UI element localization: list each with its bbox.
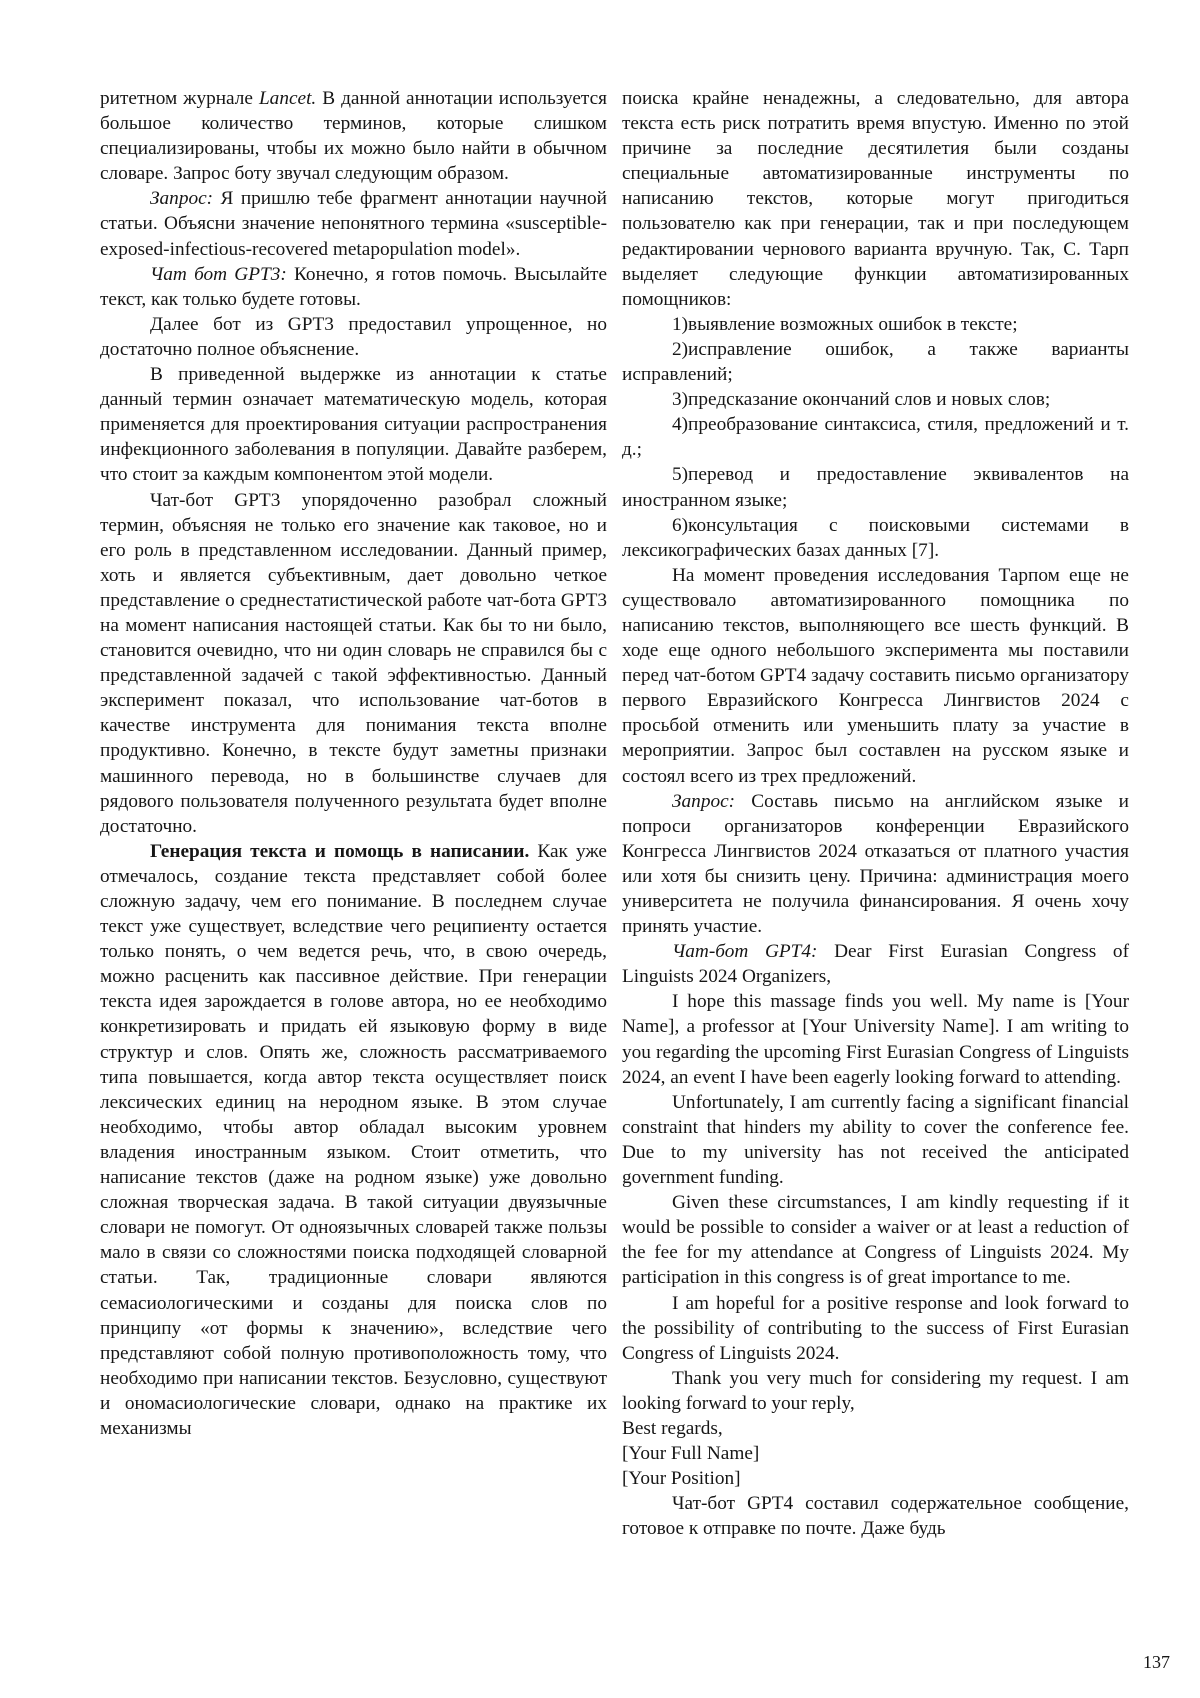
paragraph: Чат-бот GPT3 упорядоченно разобрал сложный термин, объясняя не только его значение как таковое, но и его роль в представленном исследовании. Данный пример, хоть и является субъективным, дает довольно четкое представление о среднестатистической работе чат-бота GPT3 на момент написания настоящей статьи. Как бы то ни было, становится очевидно, что ни один словарь не справился бы с представленной задачей с такой эффективностью. Данный эксперимент показал, что использование чат-ботов в качестве инструмента для понимания текста вполне продуктивно. Конечно, в тексте будут заметны признаки машинного перевода, но в большинстве случаев для рядового пользователя полученного результата будет вполне достаточно. bbox=[100, 489, 607, 837]
paragraph: поиска крайне ненадежны, а следовательно, для автора текста есть риск потратить время впустую. Именно по этой причине за последние десятилетия были созданы специальные автоматизированные инструменты по написанию текстов, которые могут пригодиться пользователю как при генерации, так и при последующем редактировании чернового варианта вручную. Так, С. Тарп выделяет следующие функции автоматизированных помощников: bbox=[622, 88, 1129, 310]
letter-paragraph: Unfortunately, I am currently facing a significant financial constraint that hinders my ability to cover the conference fee. Due to my university has not received the anticipated government funding. bbox=[622, 1091, 1129, 1189]
paragraph: На момент проведения исследования Тарпом еще не существовало автоматизированного помощника по написанию текстов, выполняющего все шесть функций. В ходе еще одного небольшого эксперимента мы поставили перед чат-ботом GPT4 задачу составить письмо организатору первого Евразийского Конгресса Лингвистов 2024 с просьбой отменить или уменьшить плату за участие в мероприятии. Запрос был составлен на русском языке и состоял всего из трех предложений. bbox=[622, 564, 1129, 787]
list-item: 5)перевод и предоставление эквивалентов на иностранном языке; bbox=[622, 464, 1129, 511]
list-item: 3)предсказание окончаний слов и новых слов; bbox=[672, 389, 1051, 411]
right-column bbox=[622, 86, 1129, 1541]
letter-paragraph: I hope this massage finds you well. My name is [Your Name], a professor at [Your University Name]. I am writing to you regarding the upcoming First Eurasian Congress of Linguists 2024, an event I have been eagerly looking forward to attending. bbox=[622, 991, 1129, 1088]
text-run: Конечно, я готов помочь. Высылайте текст, как только будете готовы. bbox=[100, 263, 607, 310]
request-label: Запрос: bbox=[150, 188, 214, 210]
bot-label: Чат-бот GPT4: bbox=[672, 941, 818, 963]
letter-paragraph: Given these circumstances, I am kindly requesting if it would be possible to consider a waiver or at least a reduction of the fee for my attendance at Congress of Linguists 2024. My participation in this congress is of great importance to me. bbox=[622, 1192, 1129, 1289]
paragraph-bot-reply bbox=[622, 939, 1129, 989]
text-run: ритетном журнале bbox=[100, 88, 259, 109]
letter-paragraph: I am hopeful for a positive response and look forward to the possibility of contributing to the success of First Eurasian Congress of Linguists 2024. bbox=[622, 1292, 1129, 1364]
paragraph-request bbox=[622, 789, 1129, 940]
text-run: Я пришлю тебе фрагмент аннотации научной статьи. Объясни значение непонятного термина «susceptible-exposed-infectious-recovered metapopulation model». bbox=[100, 188, 607, 260]
list-item: 1)выявление возможных ошибок в тексте; bbox=[672, 313, 1018, 335]
list-item: 4)преобразование синтаксиса, стиля, предложений и т. д.; bbox=[622, 414, 1129, 461]
text-run: Как уже отмечалось, создание текста представляет собой более сложную задачу, чем его понимание. В последнем случае текст уже существует, вследствие чего реципиенту остается только понять, о чем ведется речь, что, в свою очередь, можно расценить как пассивное действие. При генерации текста идея зарождается в голове автора, но ее необходимо конкретизировать и придать ей языковую форму в виде структур и слов. Опять же, сложность рассматриваемого типа повышается, когда автор текста осуществляет поиск лексических единиц на неродном языке. В этом случае необходимо, чтобы автор обладал высоким уровнем владения иностранным языком. Стоит отметить, что написание текстов (даже на родном языке) уже довольно сложная творческая задача. В такой ситуации двуязычные словари не помогут. От одноязычных словарей также пользы мало в связи со сложностями поиска подходящей словарной статьи. Так, традиционные словари являются семасиологическими и созданы для поиска слов по принципу «от формы к значению», вследствие чего представляют собой полную противоположность тому, что необходимо при написании текстов. Безусловно, существуют и ономасиологические словари, однако на практике их механизмы bbox=[100, 840, 607, 1439]
paragraph: Чат-бот GPT4 составил содержательное сообщение, готовое к отправке по почте. Даже будь bbox=[622, 1493, 1129, 1540]
journal-name: Lancet. bbox=[258, 88, 317, 109]
text-run: В данной аннотации используется большое количество терминов, которые слишком специализированы, чтобы их можно было найти в обычном словаре. Запрос боту звучал следующим образом. bbox=[100, 88, 607, 185]
paragraph-request bbox=[100, 186, 607, 261]
signature-line: Best regards, bbox=[622, 1417, 723, 1439]
paragraph bbox=[100, 86, 607, 186]
letter-paragraph: Thank you very much for considering my request. I am looking forward to your reply, bbox=[622, 1367, 1129, 1414]
text-run: Dear First Eurasian Congress of Linguists 2024 Organizers, bbox=[622, 941, 1129, 988]
list-item: 2)исправление ошибок, а также варианты исправлений; bbox=[622, 338, 1129, 386]
signature-line: [Your Full Name] bbox=[622, 1443, 760, 1465]
bot-label: Чат бот GPT3: bbox=[150, 263, 287, 285]
section-heading: Генерация текста и помощь в написании. bbox=[150, 840, 530, 862]
page-number: 137 bbox=[1143, 1652, 1170, 1672]
left-column bbox=[100, 86, 607, 1441]
request-label: Запрос: bbox=[672, 790, 736, 812]
paragraph: В приведенной выдержке из аннотации к статье данный термин означает математическую модель, которая применяется для проектирования ситуации распространения инфекционного заболевания в популяции. Давайте разберем, что стоит за каждым компонентом этой модели. bbox=[100, 364, 607, 486]
signature-line: [Your Position] bbox=[622, 1468, 741, 1490]
list-item: 6)консультация с поисковыми системами в лексикографических базах данных [7]. bbox=[622, 514, 1129, 561]
paragraph-bot-reply bbox=[100, 262, 607, 312]
paragraph-section bbox=[100, 839, 607, 1441]
paragraph: Далее бот из GPT3 предоставил упрощенное, но достаточно полное объяснение. bbox=[100, 313, 607, 360]
text-run: Составь письмо на английском языке и попроси организаторов конференции Евразийского Конгресса Лингвистов 2024 отказаться от платного участия или хотя бы снизить цену. Причина: администрация моего университета не получила финансирования. Я очень хочу принять участие. bbox=[622, 790, 1129, 938]
